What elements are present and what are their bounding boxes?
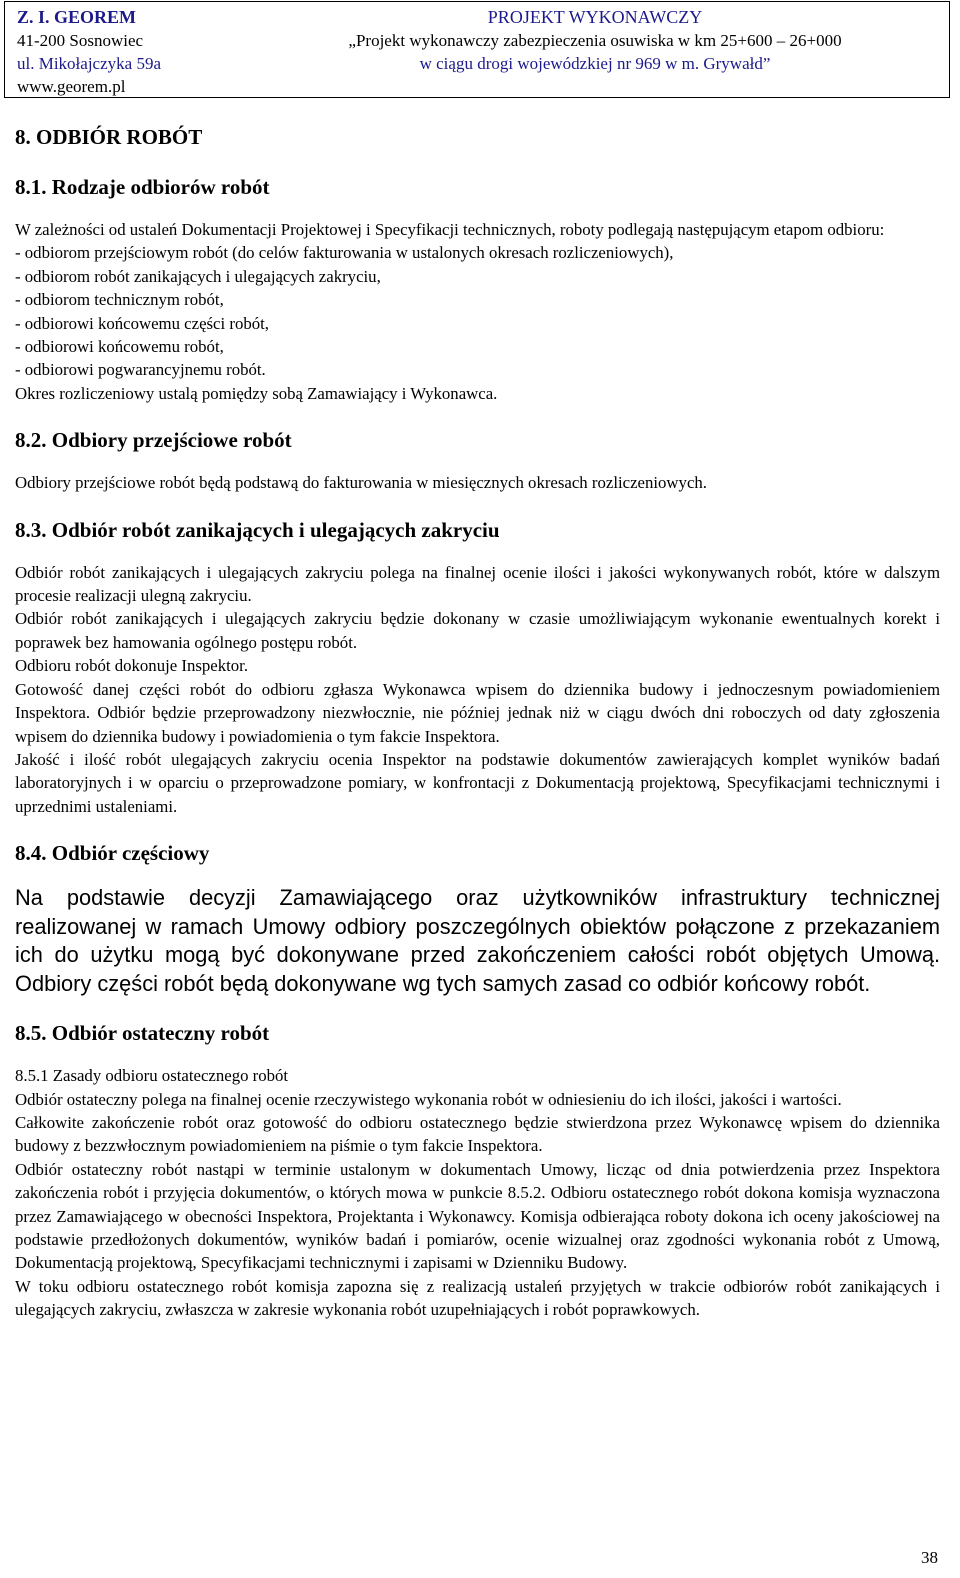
document-body [15,120,940,1322]
section-8-5-paragraph: Odbiór ostateczny robót nastąpi w terminie ustalonym w dokumentach Umowy, licząc od dnia potwierdzenia przez Inspektora zakończenia robót i przyjęcia dokumentów, o których mowa w punkcie 8.5.2. Odbioru ostatecznego robót dokona komisja wyznaczona przez Zamawiającego w obecności Inspektora, Projektanta i Wykonawcy. Komisja odbierająca roboty dokona ich oceny jakościowej na podstawie przedłożonych dokumentów, wyników badań i pomiarów, ocenie wizualnej oraz zgodności wykonania robót z Umową, Dokumentacją projektową, Specyfikacjami technicznymi i zapisami w Dzienniku Budowy. [15,1159,940,1273]
project-name-line2: w ciągu drogi wojewódzkiej nr 969 w m. Grywałd” [419,54,771,73]
project-name-line1: „Projekt wykonawczy zabezpieczenia osuwiska w km 25+600 – 26+000 [348,31,842,50]
section-8-1-line: - odbiorom robót zanikających i ulegających zakryciu, [15,266,381,286]
page-header [4,1,950,98]
section-8-title: 8. ODBIÓR ROBÓT [15,125,203,149]
section-8-2-text: Odbiory przejściowe robót będą podstawą do fakturowania w miesięcznych okresach rozliczeniowych. [15,473,707,493]
section-8-1-line: - odbiorowi końcowemu robót, [15,337,224,357]
project-type: PROJEKT WYKONAWCZY [487,7,703,27]
section-8-3-paragraph: Jakość i ilość robót ulegających zakryciu ocenia Inspektor na podstawie dokumentów zawierających komplet wyników badań laboratoryjnych i w oparciu o przeprowadzone pomiary, w konfrontacji z Dokumentacją projektową, Specyfikacjami technicznymi i uprzednimi ustaleniami. [15,749,940,816]
project-info [245,6,945,75]
section-8-1-title: 8.1. Rodzaje odbiorów robót [15,175,270,199]
section-8-5-paragraph: Całkowite zakończenie robót oraz gotowość do odbioru ostatecznego będzie stwierdzona przez Wykonawcę wpisem do dziennika budowy z bezzwłocznym powiadomieniem na piśmie o tym fakcie Inspektora. [15,1112,940,1156]
section-8-3-paragraph: Odbiór robót zanikających i ulegających zakryciu będzie dokonany w czasie umożliwiającym wykonanie ewentualnych korekt i poprawek bez hamowania ogólnego postępu robót. [15,609,940,652]
section-8-1-line: - odbiorom technicznym robót, [15,290,224,310]
company-address-line1: 41-200 Sosnowiec [17,31,144,50]
section-8-1-line: - odbiorom przejściowym robót (do celów fakturowania w ustalonych okresach rozliczeniowych), [15,243,674,263]
company-name: Z. I. GEOREM [17,7,137,27]
section-8-1-line: - odbiorowi końcowemu części robót, [15,313,269,333]
page-number: 38 [921,1548,938,1567]
section-8-3-paragraph: Odbiór robót zanikających i ulegających zakryciu polega na finalnej ocenie ilości i jakości wykonywanych robót, które w dalszym procesie realizacji ulegną zakryciu. [15,562,940,606]
section-8-1-line: - odbiorowi pogwarancyjnemu robót. [15,360,266,380]
section-8-4-title: 8.4. Odbiór częściowy [15,841,210,866]
section-8-5-paragraph: W toku odbioru ostatecznego robót komisja zapozna się z realizacją ustaleń przyjętych w trakcie odbiorów robót zanikających i ulegających zakryciu, zwłaszcza w zakresie wykonania robót uzupełniających i robót poprawkowych. [15,1276,940,1320]
section-8-1-line: W zależności od ustaleń Dokumentacji Projektowej i Specyfikacji technicznych, roboty podlegają następującym etapom odbioru: [15,220,885,239]
section-8-5-title: 8.5. Odbiór ostateczny robót [15,1021,270,1046]
section-8-4-text: Na podstawie decyzji Zamawiającego oraz użytkowników infrastruktury technicznej realizowanej w ramach Umowy odbiory poszczególnych obiektów połączone z przekazaniem ich do użytku mogą być dokonywane przed zakończeniem całości robót objętych Umową. Odbiory części robót będą dokonywane wg tych samych zasad co odbiór końcowy robót. [15,885,940,996]
company-info [17,6,247,98]
section-8-2-title: 8.2. Odbiory przejściowe robót [15,428,292,453]
company-website: www.georem.pl [17,77,126,96]
section-8-1-line: Okres rozliczeniowy ustalą pomiędzy sobą Zamawiający i Wykonawca. [15,383,498,403]
section-8-3-paragraph: Odbioru robót dokonuje Inspektor. [15,656,249,676]
section-8-5-paragraph: Odbiór ostateczny polega na finalnej ocenie rzeczywistego wykonania robót w odniesieniu do ich ilości, jakości i wartości. [15,1089,842,1109]
section-8-3-title: 8.3. Odbiór robót zanikających i ulegających zakryciu [15,517,500,542]
section-8-5-1-subtitle: 8.5.1 Zasady odbioru ostatecznego robót [15,1066,289,1086]
company-address-line2: ul. Mikołajczyka 59a [17,54,161,73]
section-8-3-paragraph: Gotowość danej części robót do odbioru zgłasza Wykonawca wpisem do dziennika budowy i jednoczesnym powiadomieniem Inspektora. Odbiór będzie przeprowadzony niezwłocznie, nie później jednak niż w ciągu dwóch dni roboczych od daty zgłoszenia wpisem do dziennika budowy i powiadomienia o tym fakcie Inspektora. [15,679,940,746]
